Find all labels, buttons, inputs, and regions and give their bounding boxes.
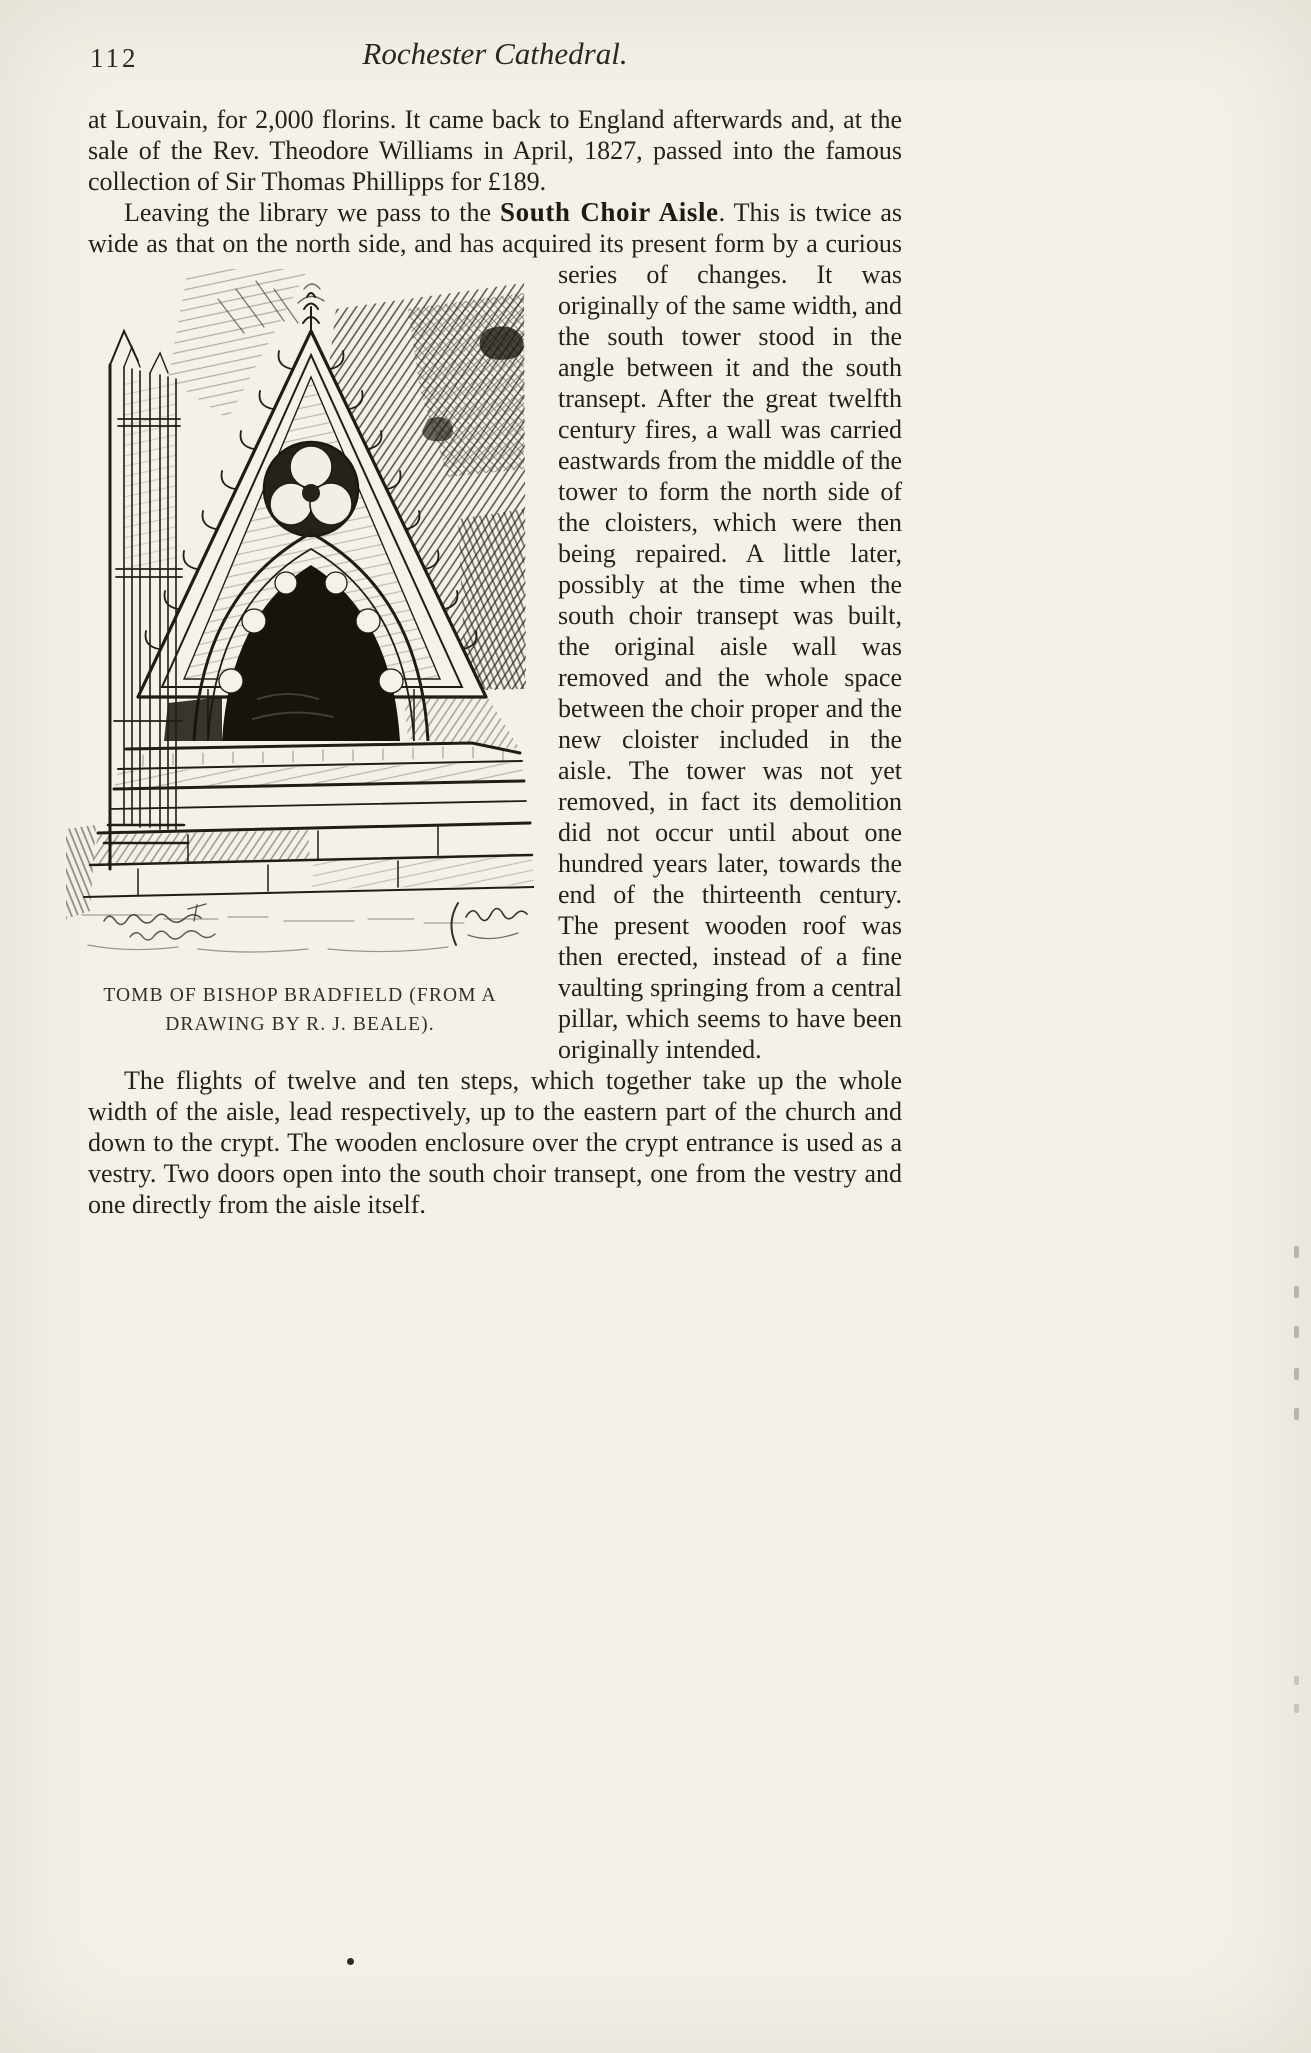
- figure-caption-line-2: DRAWING BY R. J. BEALE).: [165, 1014, 435, 1035]
- scan-edge-mark: [1294, 1368, 1299, 1380]
- running-title: Rochester Cathedral.: [362, 36, 628, 71]
- figure-caption: [66, 981, 534, 1039]
- south-choir-aisle-heading: South Choir Aisle: [499, 197, 719, 227]
- paragraph-louvain: at Louvain, for 2,000 florins. It came back to England afterwards and, at the sale of the Rev. Theodore Williams in April, 1827, passed into the famous collection of Sir Thomas Phillipps for £189.: [88, 105, 902, 196]
- scan-edge-mark: [1294, 1286, 1299, 1298]
- p2-wrapped-text: originally of the same width, and the south tower stood in the angle between it and the south transept. After the great twelfth century fires, a wall was carried eastwards from the middle of the tower to form the north side of the cloisters, which were then being repaired. A little later, possibly at the time when the south choir transept was built, the original aisle wall was removed and the whole space between the choir proper and the new cloister included in the aisle. The tower was not yet removed, in fact its demolition did not occur until about one hundred years later, towards the end of the thirteenth century. The present wooden roof was then erected, instead of a fine vaulting springing from a central pillar, which seems to have been originally intended.: [558, 291, 902, 1064]
- scan-edge-mark: [1294, 1246, 1299, 1258]
- scan-edge-mark: [1294, 1704, 1299, 1713]
- scan-edge-mark: [1294, 1676, 1299, 1685]
- p2-after-heading-text: . This is twice as wide as that on the north side, and has acquired its present form by a curious series of changes. It was: [88, 198, 902, 289]
- p2-lead-text: Leaving the library we pass to the: [124, 198, 500, 227]
- page-content: [88, 34, 902, 1220]
- page-number: 112: [90, 43, 139, 73]
- scan-edge-mark: [1294, 1326, 1299, 1338]
- paragraph-flights-of-steps: The flights of twelve and ten steps, which together take up the whole width of the aisle, lead respectively, up to the eastern part of the church and down to the crypt. The wooden enclosure over the crypt entrance is used as a vestry. Two doors open into the south choir transept, one from the vestry and one directly from the aisle itself.: [88, 1066, 902, 1219]
- scan-edge-mark: [1294, 1408, 1299, 1420]
- paragraph-south-choir-aisle: [88, 197, 902, 1065]
- tomb-figure: [66, 269, 534, 1039]
- figure-caption-line-1: TOMB OF BISHOP BRADFIELD (FROM A: [103, 985, 497, 1006]
- page-header: [88, 34, 902, 84]
- ink-spot: [347, 1958, 354, 1965]
- tomb-illustration: [66, 269, 534, 969]
